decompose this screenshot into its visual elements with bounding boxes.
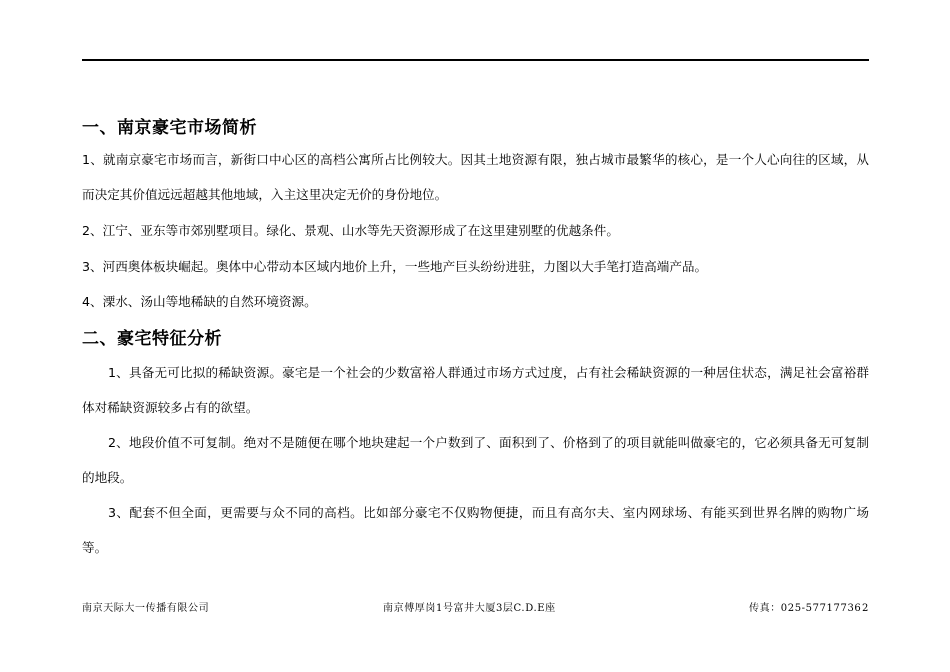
section-2-item-1: 1、具备无可比拟的稀缺资源。豪宅是一个社会的少数富裕人群通过市场方式过度，占有社会稀缺资源的一种居住状态，满足社会富裕群体对稀缺资源较多占有的欲望。 — [82, 365, 869, 415]
footer-company: 南京天际大一传播有限公司 — [82, 603, 210, 614]
section-2-item-2: 2、地段价值不可复制。绝对不是随便在哪个地块建起一个户数到了、面积到了、价格到了的项目就能叫做豪宅的，它必须具备无可复制的地段。 — [82, 435, 869, 485]
section-2-heading: 二、豪宅特征分析 — [82, 329, 222, 349]
section-1-item-1: 1、就南京豪宅市场而言，新街口中心区的高档公寓所占比例较大。因其土地资源有限，独占城市最繁华的核心，是一个人心向往的区域，从而决定其价值远远超越其他地域，入主这里决定无价的身份地位。 — [82, 152, 869, 202]
section-1-item-3: 3、河西奥体板块崛起。奥体中心带动本区域内地价上升，一些地产巨头纷纷进驻，力图以大手笔打造高端产品。 — [82, 259, 708, 274]
section-1-item-2: 2、江宁、亚东等市郊别墅项目。绿化、景观、山水等先天资源形成了在这里建别墅的优越条件。 — [82, 223, 619, 238]
footer-fax: 传真：025-57717736 — [749, 603, 862, 614]
page-number: 2 — [862, 603, 869, 614]
section-1-heading: 一、南京豪宅市场简析 — [82, 118, 257, 138]
header-rule — [82, 59, 869, 61]
footer-address: 南京傅厚岗1号富井大厦3层C.D.E座 — [383, 603, 556, 614]
section-2-item-3: 3、配套不但全面，更需要与众不同的高档。比如部分豪宅不仅购物便捷，而且有高尔夫、室内网球场、有能买到世界名牌的购物广场等。 — [82, 505, 869, 555]
section-1-item-4: 4、溧水、汤山等地稀缺的自然环境资源。 — [82, 294, 317, 309]
